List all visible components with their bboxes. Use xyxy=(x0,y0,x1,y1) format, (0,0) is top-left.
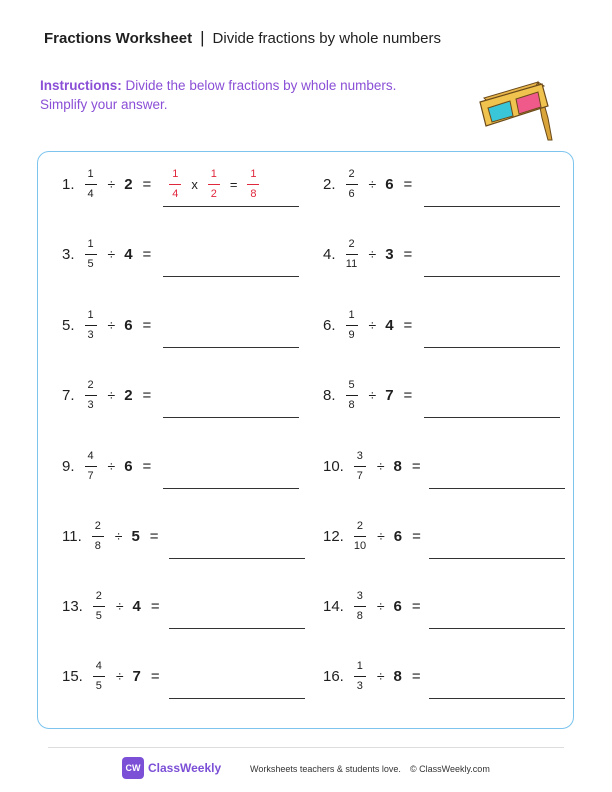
whole-number: 2 xyxy=(124,175,133,193)
brand-name: ClassWeekly xyxy=(148,761,222,775)
problem-number: 10. xyxy=(323,457,344,475)
fraction-bar xyxy=(346,395,358,396)
divide-sign: ÷ xyxy=(368,246,377,262)
instructions-text: Divide the below fractions by whole numbers. Simplify your answer. xyxy=(40,78,397,112)
divide-sign: ÷ xyxy=(107,317,116,333)
fraction xyxy=(85,238,97,271)
answer-result xyxy=(247,168,259,201)
fraction xyxy=(85,450,97,483)
problem-number: 7. xyxy=(62,386,75,404)
problem-13 xyxy=(62,586,160,626)
problem-9 xyxy=(62,446,151,486)
problem-8 xyxy=(323,375,412,415)
fraction-bar xyxy=(354,676,366,677)
problem-3 xyxy=(62,234,151,274)
denominator: 10 xyxy=(353,539,367,552)
problem-number: 9. xyxy=(62,457,75,475)
equals-sign: = xyxy=(412,527,421,545)
numerator: 1 xyxy=(87,167,94,180)
fraction xyxy=(85,168,97,201)
whole-number: 8 xyxy=(393,667,402,685)
equals-sign: = xyxy=(149,527,159,545)
divide-sign: ÷ xyxy=(115,598,124,614)
equals-sign: = xyxy=(142,457,152,475)
classweekly-logo: CW xyxy=(122,757,144,779)
whole-number: 4 xyxy=(124,245,133,263)
whole-number: 6 xyxy=(124,457,133,475)
answer-fraction xyxy=(169,168,181,201)
whole-number: 6 xyxy=(124,316,133,334)
worksheet-title: Fractions Worksheet xyxy=(44,29,193,47)
fraction-bar xyxy=(247,184,259,185)
problem-1 xyxy=(62,164,261,204)
numerator: 2 xyxy=(356,519,364,532)
fraction xyxy=(346,309,358,342)
answer-line[interactable] xyxy=(163,206,299,207)
fraction xyxy=(346,238,358,271)
fraction-bar xyxy=(85,395,97,396)
divide-sign: ÷ xyxy=(115,668,124,684)
whole-number: 4 xyxy=(385,316,394,334)
fraction-bar xyxy=(92,536,104,537)
fraction-bar xyxy=(354,536,366,537)
problem-number: 14. xyxy=(323,597,344,615)
equals-sign: = xyxy=(403,175,413,193)
denominator: 7 xyxy=(87,469,94,482)
denominator: 8 xyxy=(250,187,257,200)
problem-11 xyxy=(62,516,159,556)
numerator: 1 xyxy=(250,167,257,180)
equals-sign: = xyxy=(142,175,152,193)
equals-sign: = xyxy=(229,176,238,192)
worksheet-header xyxy=(44,28,441,48)
equals-sign: = xyxy=(411,667,421,685)
equals-sign: = xyxy=(403,245,413,263)
divide-sign: ÷ xyxy=(376,668,385,684)
example-answer xyxy=(167,168,261,201)
whole-number: 2 xyxy=(124,386,133,404)
answer-line[interactable] xyxy=(429,698,565,699)
answer-line[interactable] xyxy=(163,347,299,348)
denominator: 6 xyxy=(348,187,355,200)
numerator: 4 xyxy=(95,659,102,672)
divide-sign: ÷ xyxy=(376,458,385,474)
fraction-bar xyxy=(354,466,366,467)
equals-sign: = xyxy=(142,316,152,334)
divide-sign: ÷ xyxy=(107,246,116,262)
numerator: 1 xyxy=(348,308,355,321)
answer-line[interactable] xyxy=(424,347,560,348)
equals-sign: = xyxy=(411,457,421,475)
whole-number: 6 xyxy=(385,175,394,193)
fraction-bar xyxy=(85,184,97,185)
fraction xyxy=(354,450,366,483)
numerator: 1 xyxy=(172,167,179,180)
numerator: 2 xyxy=(348,167,355,180)
equals-sign: = xyxy=(150,597,160,615)
divide-sign: ÷ xyxy=(107,387,116,403)
fraction-bar xyxy=(85,466,97,467)
denominator: 8 xyxy=(94,539,101,552)
denominator: 7 xyxy=(356,469,363,482)
fraction xyxy=(93,660,105,693)
numerator: 3 xyxy=(356,589,363,602)
denominator: 3 xyxy=(87,328,94,341)
whole-number: 6 xyxy=(393,597,402,615)
problem-5 xyxy=(62,305,151,345)
fraction-bar xyxy=(93,606,105,607)
problem-number: 15. xyxy=(62,667,83,685)
3d-glasses-icon xyxy=(478,78,558,144)
denominator: 5 xyxy=(87,257,94,270)
fraction-bar xyxy=(354,606,366,607)
answer-line[interactable] xyxy=(169,698,305,699)
whole-number: 3 xyxy=(385,245,394,263)
answer-line[interactable] xyxy=(424,276,560,277)
fraction xyxy=(354,590,366,623)
numerator: 1 xyxy=(87,308,94,321)
fraction xyxy=(346,379,358,412)
equals-sign: = xyxy=(142,386,152,404)
equals-sign: = xyxy=(150,667,160,685)
whole-number: 7 xyxy=(385,386,394,404)
divide-sign: ÷ xyxy=(114,528,123,544)
problem-12 xyxy=(323,516,421,556)
whole-number: 4 xyxy=(132,597,141,615)
denominator: 2 xyxy=(210,187,217,200)
instructions xyxy=(40,76,440,114)
problem-number: 2. xyxy=(323,175,336,193)
problem-16 xyxy=(323,656,421,696)
divide-sign: ÷ xyxy=(368,317,377,333)
numerator: 5 xyxy=(348,378,355,391)
problem-number: 12. xyxy=(323,527,344,545)
answer-line[interactable] xyxy=(424,417,560,418)
numerator: 3 xyxy=(356,449,363,462)
divide-sign: ÷ xyxy=(368,387,377,403)
denominator: 8 xyxy=(356,609,363,622)
numerator: 2 xyxy=(94,519,101,532)
answer-line[interactable] xyxy=(163,276,299,277)
divide-sign: ÷ xyxy=(368,176,377,192)
whole-number: 5 xyxy=(131,527,140,545)
problem-number: 3. xyxy=(62,245,75,263)
answer-line[interactable] xyxy=(163,417,299,418)
fraction-bar xyxy=(85,325,97,326)
problem-7 xyxy=(62,375,151,415)
divide-sign: ÷ xyxy=(376,598,385,614)
problem-number: 4. xyxy=(323,245,336,263)
problem-15 xyxy=(62,656,160,696)
fraction xyxy=(85,309,97,342)
times-sign: x xyxy=(191,176,198,192)
equals-sign: = xyxy=(142,245,152,263)
numerator: 1 xyxy=(356,659,363,672)
numerator: 2 xyxy=(348,237,355,250)
numerator: 2 xyxy=(95,589,102,602)
numerator: 4 xyxy=(87,449,94,462)
worksheet-subtitle: Divide fractions by whole numbers xyxy=(212,29,441,47)
equals-sign: = xyxy=(403,386,413,404)
divide-sign: ÷ xyxy=(377,528,385,544)
problem-number: 16. xyxy=(323,667,344,685)
fraction xyxy=(92,520,104,553)
problem-number: 1. xyxy=(62,175,75,193)
numerator: 2 xyxy=(87,378,94,391)
fraction-bar xyxy=(85,254,97,255)
answer-line[interactable] xyxy=(429,628,565,629)
answer-line[interactable] xyxy=(163,488,299,489)
fraction-bar xyxy=(93,676,105,677)
answer-line[interactable] xyxy=(169,628,305,629)
fraction xyxy=(85,379,97,412)
denominator: 3 xyxy=(356,679,363,692)
fraction xyxy=(354,660,366,693)
whole-number: 8 xyxy=(393,457,402,475)
fraction-bar xyxy=(346,325,358,326)
fraction-bar xyxy=(346,254,358,255)
copyright: © ClassWeekly.com xyxy=(410,764,490,774)
problem-10 xyxy=(323,446,421,486)
answer-line[interactable] xyxy=(424,206,560,207)
denominator: 11 xyxy=(345,257,358,270)
fraction-bar xyxy=(169,184,181,185)
problem-number: 13. xyxy=(62,597,83,615)
fraction-bar xyxy=(208,184,220,185)
header-separator: | xyxy=(200,28,205,47)
footer-divider xyxy=(48,747,564,748)
problem-number: 6. xyxy=(323,316,336,334)
problem-6 xyxy=(323,305,412,345)
divide-sign: ÷ xyxy=(107,176,116,192)
denominator: 5 xyxy=(95,609,102,622)
whole-number: 7 xyxy=(132,667,141,685)
divide-sign: ÷ xyxy=(107,458,116,474)
problem-14 xyxy=(323,586,421,626)
answer-line[interactable] xyxy=(429,558,565,559)
fraction xyxy=(354,520,366,553)
problem-number: 5. xyxy=(62,316,75,334)
problem-number: 11. xyxy=(62,527,82,545)
numerator: 1 xyxy=(210,167,217,180)
fraction xyxy=(93,590,105,623)
fraction xyxy=(346,168,358,201)
whole-number: 6 xyxy=(393,527,403,545)
answer-fraction xyxy=(208,168,220,201)
numerator: 1 xyxy=(87,237,94,250)
denominator: 8 xyxy=(348,398,355,411)
answer-line[interactable] xyxy=(429,488,565,489)
instructions-label: Instructions: xyxy=(40,78,122,93)
denominator: 9 xyxy=(348,328,355,341)
answer-line[interactable] xyxy=(169,558,305,559)
equals-sign: = xyxy=(403,316,413,334)
problem-4 xyxy=(323,234,412,274)
equals-sign: = xyxy=(411,597,421,615)
denominator: 3 xyxy=(87,398,94,411)
fraction-bar xyxy=(346,184,358,185)
problem-2 xyxy=(323,164,412,204)
denominator: 5 xyxy=(95,679,102,692)
problem-number: 8. xyxy=(323,386,336,404)
denominator: 4 xyxy=(87,187,94,200)
tagline: Worksheets teachers & students love. xyxy=(250,764,401,774)
denominator: 4 xyxy=(172,187,179,200)
